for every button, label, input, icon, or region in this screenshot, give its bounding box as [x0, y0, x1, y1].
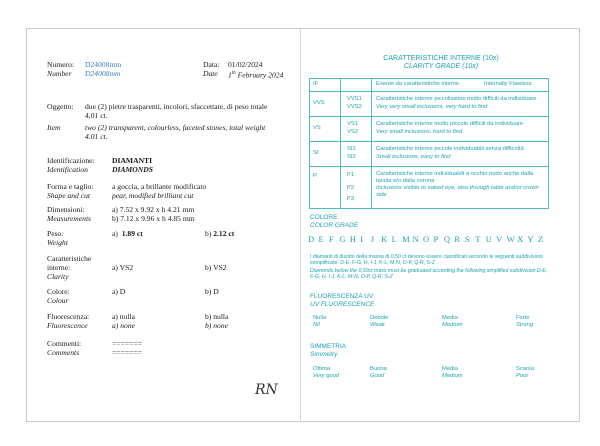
numero-label: Numero: — [47, 60, 74, 69]
grade-si-it: Caratteristiche interne piccole individuabili senza difficoltà — [376, 146, 524, 152]
comments-label: Comments — [47, 348, 80, 357]
fluo-strong-it: Forte — [516, 315, 530, 321]
sym-poor-en: Poor — [516, 373, 529, 379]
grade-vs1: VS1 — [347, 121, 358, 127]
color-letter-d: D — [308, 234, 315, 244]
color-letter-p: P — [433, 234, 439, 244]
number-value: D24008mm — [85, 60, 122, 69]
color-letter-k: K — [381, 234, 388, 244]
color-letter-z: Z — [538, 234, 544, 244]
color-letter-f: F — [328, 234, 334, 244]
dimension-b: b) 7.12 x 9.96 x h 4.85 mm — [112, 214, 195, 223]
colour-label: Colour — [47, 296, 69, 305]
peso-label: Peso: — [47, 229, 64, 238]
color-letter-o: O — [423, 234, 430, 244]
fluo-label-en: Fluorescence — [47, 321, 88, 330]
grade-vvs-it: Caratteristiche interne piccolissime molto difficili da individuare — [376, 96, 537, 102]
fold-line — [300, 28, 301, 420]
colour-a: a) D — [112, 287, 126, 296]
ident-label: Identificazione: — [47, 156, 95, 165]
caratt-label-2: interne: — [47, 263, 71, 272]
data-label: Data: — [203, 60, 220, 69]
grade-vs-en: Very small inclusions, hard to find — [376, 129, 463, 135]
sym-verygood-en: Very good — [313, 373, 340, 379]
forma-value: a goccia, a brillante modificato — [112, 182, 207, 191]
weight-b: b) 2.12 ct — [205, 229, 235, 238]
color-letter-h: H — [349, 234, 356, 244]
grade-si2: SI2 — [347, 154, 356, 160]
color-letter-g: G — [339, 234, 346, 244]
weight-a: a) 1.89 ct — [112, 229, 143, 238]
grade-vs-it: Caratteristiche interne molto piccole difficili da individuare — [376, 121, 524, 127]
grade-p-en: Inclusions visible to naked eye, also through table and/or crown side — [376, 185, 539, 198]
grade-p: P — [313, 173, 317, 179]
color-letter-l: L — [391, 234, 397, 244]
shape-label: Shape and cut — [47, 191, 91, 200]
colour-b: b) D — [205, 287, 219, 296]
number-value-en: D24008mm — [85, 69, 121, 78]
commenti-value: ======= — [112, 339, 142, 348]
item-label: Item — [47, 123, 61, 132]
weight-label: Weight — [47, 238, 68, 247]
signature: RN — [255, 382, 278, 398]
fluo-nil-en: Nil — [313, 322, 320, 328]
clarity-subtitle: CLARITY GRADE (10x) — [403, 63, 479, 70]
date-value: 1th February 2024 — [228, 70, 284, 80]
fluo-strong-en: Strong — [516, 322, 534, 328]
grade-if: IF — [313, 81, 319, 87]
sym-good-en: Good — [370, 373, 385, 379]
grade-vs: VS — [313, 125, 321, 131]
colore-title: COLORE — [310, 214, 338, 221]
fluo-weak-en: Weak — [370, 322, 385, 328]
oggetto-line2: 4,01 ct. — [85, 111, 108, 120]
fluo-b: b) nulla — [205, 312, 229, 321]
fluo-label: Fluorescenza: — [47, 312, 90, 321]
grade-if-en: Internally Flawless — [484, 81, 532, 87]
clarity-b: b) VS2 — [205, 263, 227, 272]
grade-si1: SI1 — [347, 146, 356, 152]
ident-label-en: Identification — [47, 165, 88, 174]
fluo-a-en: a) none — [112, 321, 135, 330]
grade-vvs2: VVS2 — [347, 104, 362, 110]
oggetto-line1: due (2) pietre trasparenti, incolori, sfaccettate, di peso totale — [85, 102, 268, 111]
item-line2: 4.01 ct. — [85, 132, 108, 141]
sym-title: SIMMETRIA — [310, 343, 347, 350]
clarity-a: a) VS2 — [112, 263, 134, 272]
sym-subtitle: Simmetry — [310, 351, 338, 358]
clarity-table-row3 — [309, 141, 548, 142]
color-letter-v: V — [496, 234, 503, 244]
shape-value: pear, modified brilliant cut — [112, 191, 194, 200]
measurements-label: Measurements — [47, 214, 92, 223]
fluo-nil-it: Nulla — [313, 315, 327, 321]
grade-vvs1: VVS1 — [347, 96, 362, 102]
grade-si: SI — [313, 150, 319, 156]
fluo-medium-it: Media — [442, 315, 458, 321]
grade-si-en: Small inclusions, easy to find — [376, 154, 451, 160]
color-letter-s: S — [464, 234, 470, 244]
color-letter-n: N — [412, 234, 419, 244]
color-letter-r: R — [454, 234, 461, 244]
colore-subtitle: COLOR GRADE — [310, 222, 359, 229]
clarity-table-row1 — [309, 91, 548, 92]
fluo-b-en: b) none — [205, 321, 228, 330]
color-letter-e: E — [318, 234, 324, 244]
dimension-a: a) 7.52 x 9.92 x h 4.21 mm — [112, 205, 195, 214]
colore-label: Colore: — [47, 287, 70, 296]
color-letter-t: T — [475, 234, 481, 244]
color-note-it: I diamanti di disotto della massa di 0,50 ct devono essere classificati secondo le seguenti suddivisioni semplificate: D-E, F-G, H, I-J, K-L, M-N, O-P, Q-R, S-Z — [310, 254, 543, 267]
fluo-a: a) nulla — [112, 312, 135, 321]
color-letter-w: W — [506, 234, 515, 244]
sym-medium-it: Media — [442, 366, 458, 372]
date-label: Date — [203, 69, 218, 78]
clarity-title: CARATTERISTICHE INTERNE (10x) — [383, 55, 499, 62]
color-letter-y: Y — [527, 234, 534, 244]
caratt-label-1: Caratteristiche — [47, 254, 92, 263]
grade-vs2: VS2 — [347, 129, 358, 135]
color-letter-j: J — [370, 234, 375, 244]
dimensioni-label: Dimensioni: — [47, 205, 85, 214]
forma-label: Forma e taglio: — [47, 182, 94, 191]
ident-value: DIAMANTI — [112, 156, 153, 165]
data-value: 01/02/2024 — [228, 60, 263, 69]
commenti-label: Commenti: — [47, 339, 82, 348]
color-letter-m: M — [402, 234, 410, 244]
color-note-en: Diamonds below the 0,50ct mass must be graduated according the following simplified subdivision D-E, F-G, H, I-J, K-L, M-N, O-P, Q-R, S-Z — [310, 268, 548, 281]
ident-value-en: DIAMONDS — [112, 165, 153, 174]
item-line1: two (2) transparent, colourless, faceted stones, total weight — [85, 123, 266, 132]
sym-medium-en: Medium — [442, 373, 463, 379]
grade-p2: P2 — [347, 185, 355, 191]
color-letter-x: X — [517, 234, 524, 244]
fluo-uv-subtitle: UV FLUORESCENCE — [310, 301, 375, 308]
clarity-table-row2 — [309, 116, 548, 117]
oggetto-label: Oggetto: — [47, 102, 74, 111]
clarity-table-col1 — [340, 78, 341, 208]
fluo-medium-en: Medium — [442, 322, 463, 328]
clarity-table-col2 — [371, 78, 372, 208]
comments-value: ======= — [112, 348, 142, 357]
color-letter-u: U — [485, 234, 492, 244]
number-label: Number — [47, 69, 72, 78]
grade-p3: P3 — [347, 196, 355, 202]
grade-vvs-en: Very very small inclusions, very hard to find — [376, 104, 488, 110]
sym-verygood-it: Ottima — [313, 366, 331, 372]
fluo-uv-title: FLUORESCENZA UV — [310, 293, 374, 300]
grade-p-it: Caratteristiche interne individuabili a occhio nudo anche dalla tavola e/o dalla corona — [376, 171, 534, 184]
grade-vvs: VVS — [313, 100, 325, 106]
sym-good-it: Buona — [370, 366, 387, 372]
clarity-table-row4 — [309, 166, 548, 167]
color-letter-i: I — [360, 234, 364, 244]
clarity-label: Clarity — [47, 272, 69, 281]
sym-poor-it: Scarsa — [516, 366, 535, 372]
grade-if-it: Esente da caratteristiche interne — [376, 81, 460, 87]
color-letter-q: Q — [443, 234, 451, 244]
fluo-weak-it: Debole — [370, 315, 389, 321]
grade-p1: P1 — [347, 172, 355, 178]
